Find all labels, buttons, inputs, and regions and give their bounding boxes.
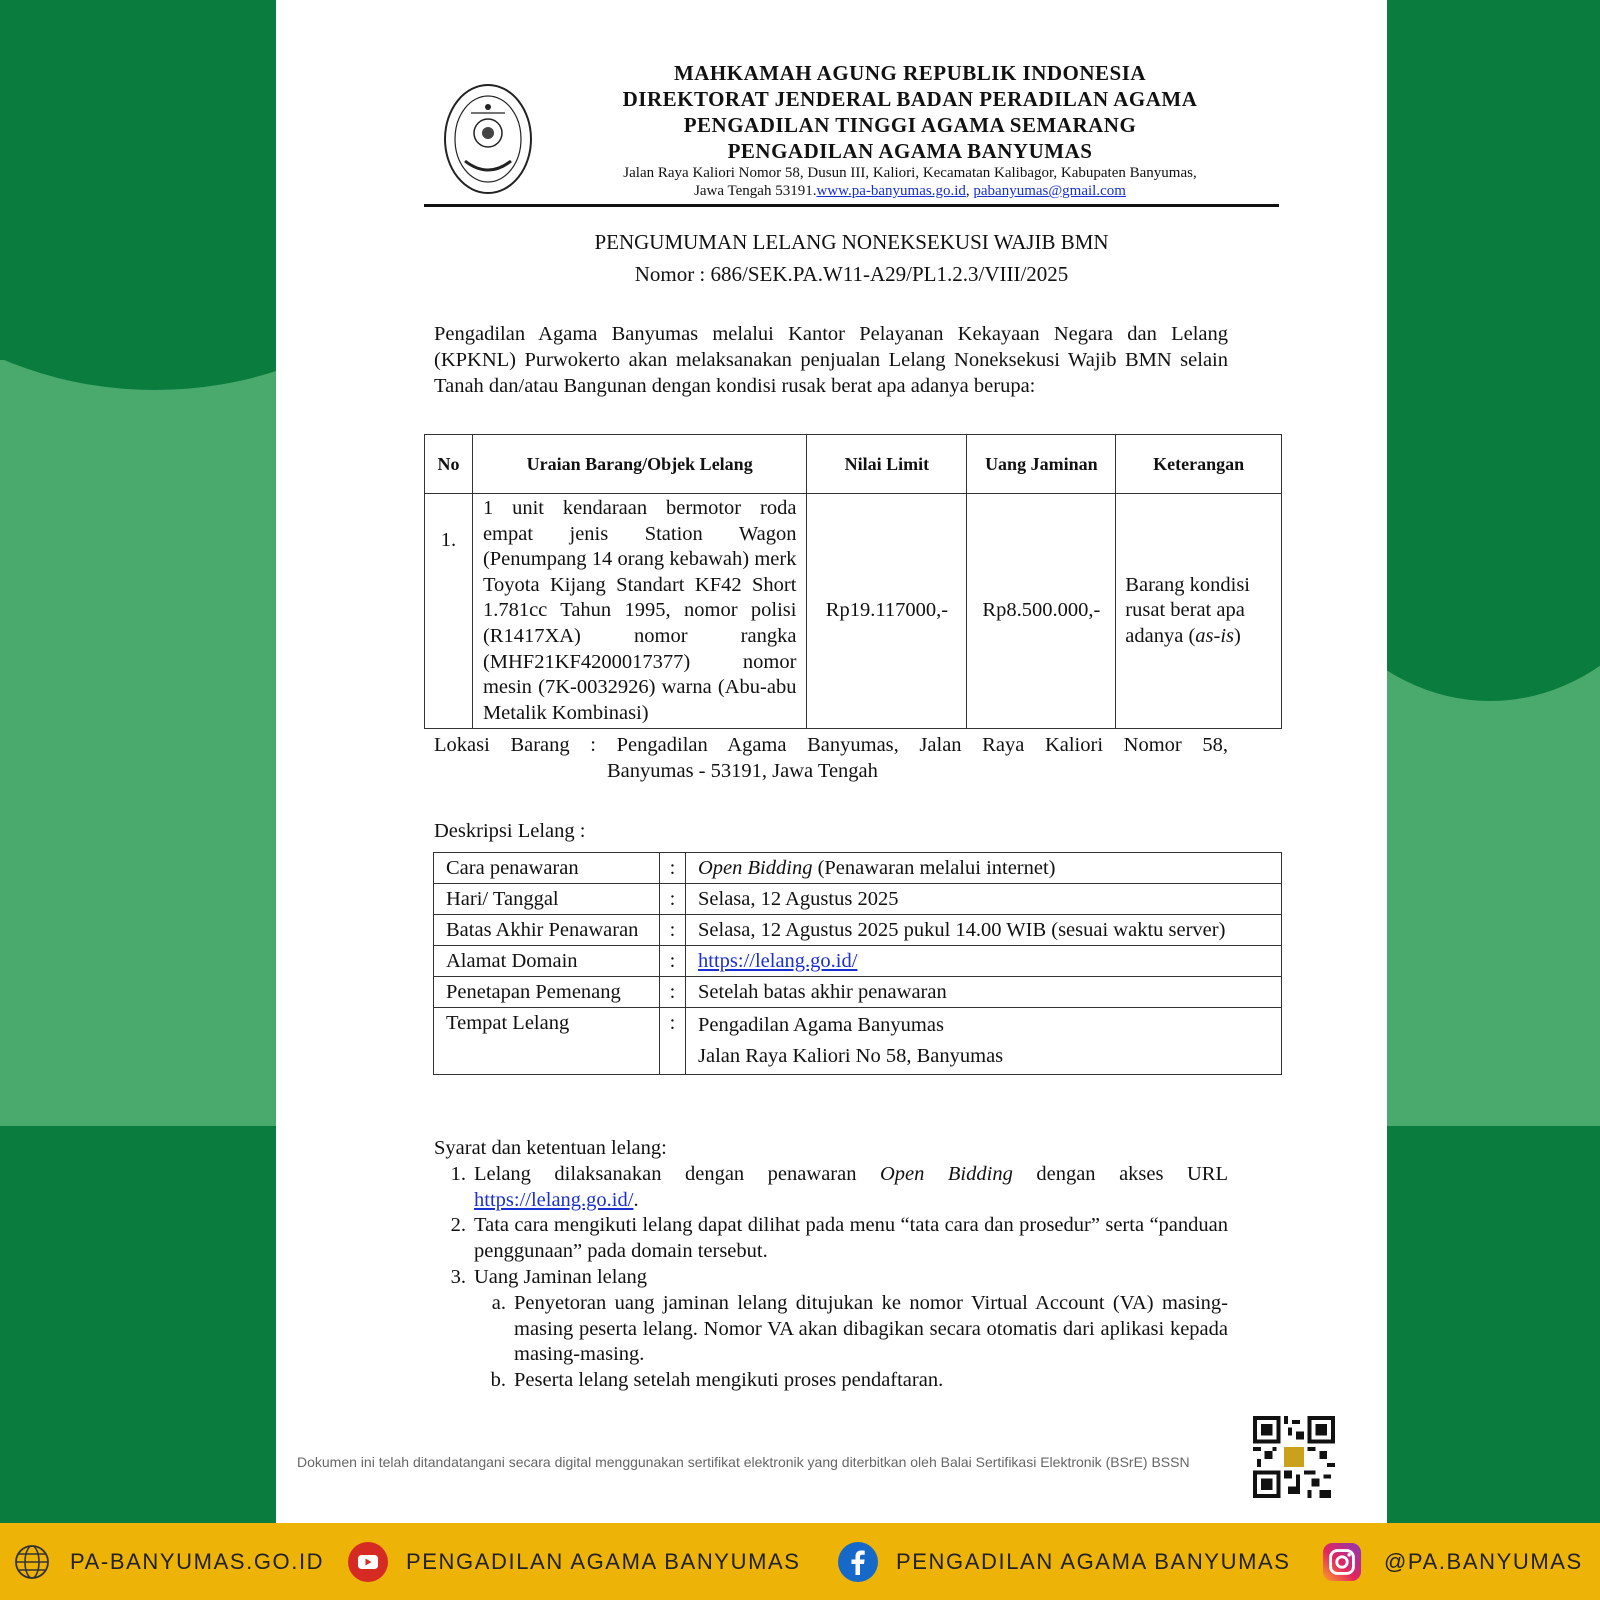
lelang-domain-link[interactable]: https://lelang.go.id/ xyxy=(698,950,858,972)
desc-colon: : xyxy=(660,977,686,1008)
term1-text-b: dengan akses URL xyxy=(1012,1162,1228,1185)
location-line-1 xyxy=(434,732,1228,758)
contact-separator: , xyxy=(965,183,974,199)
header-uang-jaminan: Uang Jaminan xyxy=(967,435,1116,494)
desc-value xyxy=(686,946,1282,977)
letterhead-line-2: DIREKTORAT JENDERAL BADAN PERADILAN AGAMA xyxy=(622,87,1198,111)
instagram-icon xyxy=(1322,1542,1362,1582)
letterhead-divider xyxy=(424,204,1279,207)
facebook-label: PENGADILAN AGAMA BANYUMAS xyxy=(896,1548,1291,1574)
list-letter: a. xyxy=(491,1291,506,1314)
table-row xyxy=(434,1008,1282,1075)
desc-value-italic: Open Bidding xyxy=(698,857,813,879)
desc-value: Selasa, 12 Agustus 2025 xyxy=(686,884,1282,915)
location-value-1: Pengadilan Agama Banyumas, Jalan Raya Kaliori Nomor 58, xyxy=(616,734,1229,756)
announcement-number: Nomor : 686/SEK.PA.W11-A29/PL1.2.3/VIII/2025 xyxy=(634,262,1069,286)
auction-items-table xyxy=(424,434,1282,729)
desc-key: Batas Akhir Penawaran xyxy=(434,915,660,946)
desc-value xyxy=(686,853,1282,884)
social-media-bar xyxy=(0,1523,1600,1600)
table-header-row xyxy=(425,435,1282,494)
background-middle xyxy=(0,360,276,1126)
qr-code-icon xyxy=(1253,1416,1335,1498)
list-number: 2. xyxy=(450,1214,466,1237)
announcement-title xyxy=(424,226,1279,290)
auction-description-table xyxy=(433,852,1282,1075)
youtube-label: PENGADILAN AGAMA BANYUMAS xyxy=(406,1548,801,1574)
facebook-icon xyxy=(838,1542,878,1582)
website-item[interactable] xyxy=(12,1523,324,1600)
term1-end: . xyxy=(633,1188,639,1211)
desc-value xyxy=(686,1008,1282,1075)
desc-key: Cara penawaran xyxy=(434,853,660,884)
list-number: 1. xyxy=(450,1162,466,1185)
list-letter: b. xyxy=(490,1369,506,1392)
cell-keterangan xyxy=(1116,494,1282,729)
intro-paragraph: Pengadilan Agama Banyumas melalui Kantor Pelayanan Kekayaan Negara dan Lelang (KPKNL) Purwokerto akan melaksanakan penjualan Lelang Noneksekusi Wajib BMN selain Tanah dan/atau Bangunan dengan kondisi rusak berat apa adanya berupa: xyxy=(434,323,1228,397)
list-item xyxy=(434,1265,1228,1291)
header-no: No xyxy=(425,435,473,494)
instagram-item[interactable] xyxy=(1322,1523,1583,1600)
header-uraian: Uraian Barang/Objek Lelang xyxy=(472,435,807,494)
cell-description: 1 unit kendaraan bermotor roda empat jenis Station Wagon (Penumpang 14 orang kebawah) merk Toyota Kijang Standart KF42 Short 1.781cc Tahun 1995, nomor polisi (R1417XA) nomor rangka (MHF21KF4200017377) nomor mesin (7K-0032926) warna (Abu-abu Metalik Kombinasi) xyxy=(472,494,807,729)
description-heading: Deskripsi Lelang : xyxy=(434,820,586,842)
letterhead-address: Jalan Raya Kaliori Nomor 58, Dusun III, Kaliori, Kecamatan Kalibagor, Kabupaten Banyumas, xyxy=(623,165,1197,181)
term1-link[interactable]: https://lelang.go.id/ xyxy=(474,1188,634,1211)
website-link[interactable]: www.pa-banyumas.go.id xyxy=(816,183,966,199)
letterhead-line-1: MAHKAMAH AGUNG REPUBLIK INDONESIA xyxy=(673,61,1147,85)
desc-value: Selasa, 12 Agustus 2025 pukul 14.00 WIB (sesuai waktu server) xyxy=(686,915,1282,946)
desc-value: Setelah batas akhir penawaran xyxy=(686,977,1282,1008)
desc-key: Tempat Lelang xyxy=(434,1008,660,1075)
list-text: Peserta lelang setelah mengikuti proses pendaftaran. xyxy=(514,1369,944,1392)
cell-nilai-limit: Rp19.117000,- xyxy=(807,494,967,729)
desc-value-line-1: Pengadilan Agama Banyumas xyxy=(698,1014,944,1036)
keterangan-italic: as-is xyxy=(1195,624,1235,647)
desc-colon: : xyxy=(660,884,686,915)
list-item xyxy=(434,1368,1228,1394)
globe-icon xyxy=(12,1542,52,1582)
list-item xyxy=(434,1162,1228,1214)
youtube-icon xyxy=(348,1542,388,1582)
desc-value-text: (Penawaran melalui internet) xyxy=(812,857,1056,879)
list-text xyxy=(474,1162,1228,1214)
item-location xyxy=(434,732,1228,784)
desc-colon: : xyxy=(660,853,686,884)
list-text: Uang Jaminan lelang xyxy=(474,1265,648,1288)
email-link[interactable]: pabanyumas@gmail.com xyxy=(973,183,1126,199)
letterhead-contact xyxy=(540,182,1280,200)
announcement-heading: PENGUMUMAN LELANG NONEKSEKUSI WAJIB BMN xyxy=(594,230,1109,254)
cell-no: 1. xyxy=(425,494,473,729)
location-label: Lokasi Barang xyxy=(434,734,570,756)
instagram-label: @PA.BANYUMAS xyxy=(1384,1548,1583,1574)
desc-colon: : xyxy=(660,946,686,977)
website-label: PA-BANYUMAS.GO.ID xyxy=(70,1548,325,1574)
desc-colon: : xyxy=(660,915,686,946)
list-text: Penyetoran uang jaminan lelang ditujukan ke nomor Virtual Account (VA) masing-masing peserta lelang. Nomor VA akan dibagikan secara otomatis dari aplikasi kepada masing-masing. xyxy=(514,1291,1228,1366)
term1-italic: Open Bidding xyxy=(879,1162,1013,1185)
letterhead-line-3: PENGADILAN TINGGI AGAMA SEMARANG xyxy=(683,113,1137,137)
digital-signature-note: Dokumen ini telah ditandatangani secara digital menggunakan sertifikat elektronik yang diterbitkan oleh Balai Sertifikasi Elektronik (BSrE) BSSN xyxy=(297,1454,1190,1470)
location-value-2: Banyumas - 53191, Jawa Tengah xyxy=(607,760,878,782)
keterangan-end: ) xyxy=(1234,624,1241,647)
keterangan-text: Barang kondisi rusat berat apa adanya ( xyxy=(1125,573,1250,647)
table-row xyxy=(434,977,1282,1008)
letterhead xyxy=(540,60,1280,200)
header-keterangan: Keterangan xyxy=(1116,435,1282,494)
desc-key: Hari/ Tanggal xyxy=(434,884,660,915)
table-row xyxy=(434,915,1282,946)
table-row xyxy=(434,884,1282,915)
desc-value-line-2: Jalan Raya Kaliori No 58, Banyumas xyxy=(698,1045,1004,1067)
desc-key: Alamat Domain xyxy=(434,946,660,977)
location-colon: : xyxy=(590,734,596,756)
term1-text-a: Lelang dilaksanakan dengan penawaran xyxy=(474,1162,880,1185)
terms-section xyxy=(434,1136,1228,1394)
header-nilai-limit: Nilai Limit xyxy=(807,435,967,494)
court-seal-icon xyxy=(443,83,533,195)
list-number: 3. xyxy=(450,1265,466,1288)
table-row xyxy=(434,853,1282,884)
desc-key: Penetapan Pemenang xyxy=(434,977,660,1008)
letterhead-line-4: PENGADILAN AGAMA BANYUMAS xyxy=(727,139,1093,163)
desc-colon: : xyxy=(660,1008,686,1075)
list-item xyxy=(434,1291,1228,1368)
list-item xyxy=(434,1213,1228,1265)
table-row xyxy=(434,946,1282,977)
table-row xyxy=(425,494,1282,729)
address-postal: Jawa Tengah 53191. xyxy=(694,183,817,199)
cell-uang-jaminan: Rp8.500.000,- xyxy=(967,494,1116,729)
terms-heading: Syarat dan ketentuan lelang: xyxy=(434,1137,667,1159)
youtube-item[interactable] xyxy=(348,1523,801,1600)
list-text: Tata cara mengikuti lelang dapat dilihat pada menu “tata cara dan prosedur” serta “panduan penggunaan” pada domain tersebut. xyxy=(474,1214,1228,1263)
facebook-item[interactable] xyxy=(838,1523,1291,1600)
